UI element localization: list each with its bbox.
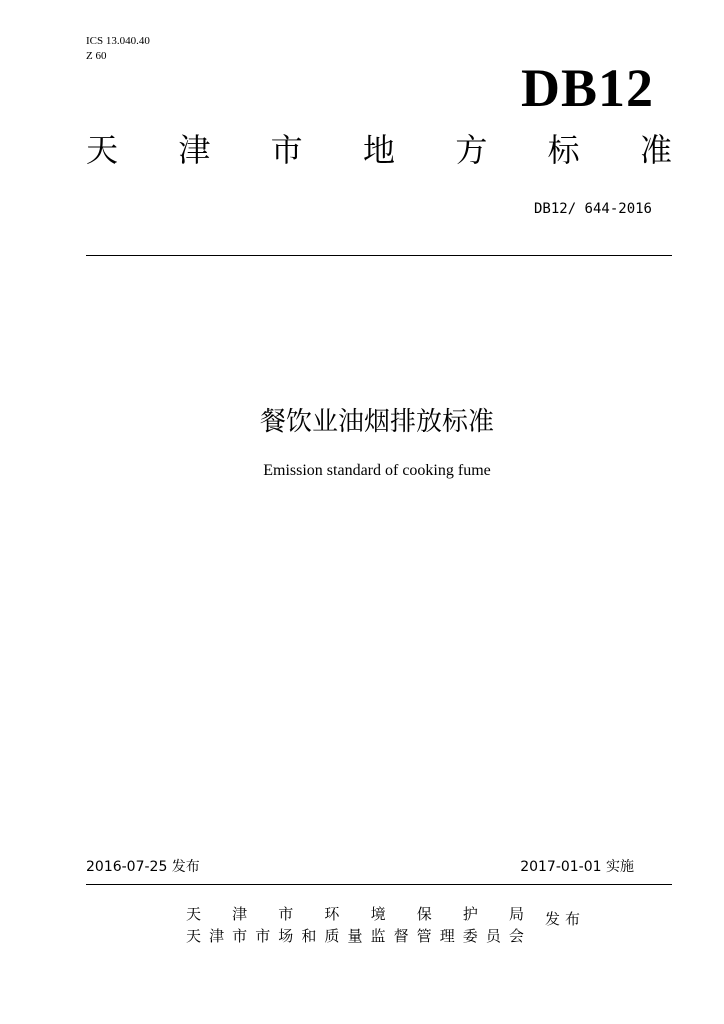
standard-type-char: 地 — [362, 131, 395, 169]
issuer-char: 监 — [370, 927, 386, 945]
issuer-char: 护 — [462, 905, 478, 923]
issuer-char: 委 — [462, 927, 478, 945]
standard-type-char: 天 — [86, 131, 119, 169]
issuer-char: 津 — [209, 927, 225, 945]
issuer-char: 境 — [370, 905, 386, 923]
issuer-char: 员 — [485, 927, 501, 945]
issuer-char: 环 — [324, 905, 340, 923]
issue-date: 2016-07-25 发布 — [86, 859, 200, 875]
issuer-char: 管 — [416, 927, 432, 945]
document-title-english: Emission standard of cooking fume — [263, 462, 491, 479]
issuer-char: 场 — [278, 927, 294, 945]
issuer-char: 和 — [301, 927, 317, 945]
standard-type-char: 津 — [178, 131, 211, 169]
issuer-char: 质 — [324, 927, 340, 945]
issuer-char: 市 — [232, 927, 248, 945]
standard-number: DB12/ 644-2016 — [533, 201, 652, 217]
issuer-char: 天 — [186, 927, 202, 945]
top-rule — [86, 255, 672, 256]
standard-code: DB12 — [520, 58, 654, 118]
issuer-char: 市 — [278, 905, 294, 923]
standard-type-heading — [86, 130, 672, 170]
issued-by-label: 发布 — [545, 910, 586, 928]
issuer-char: 督 — [393, 927, 409, 945]
issuer-environment-bureau — [186, 904, 524, 924]
issuer-char: 市 — [255, 927, 271, 945]
issuer-char: 理 — [439, 927, 455, 945]
ics-number: ICS 13.040.40 — [86, 35, 150, 47]
issuer-market-quality-committee — [186, 926, 524, 946]
standard-type-char: 标 — [547, 131, 580, 169]
bottom-rule — [86, 884, 672, 885]
issuer-char: 会 — [508, 927, 524, 945]
issuer-char: 津 — [232, 905, 248, 923]
ics-block — [86, 34, 150, 64]
implementation-date: 2017-01-01 实施 — [520, 859, 634, 875]
standard-type-char: 准 — [639, 131, 672, 169]
classification-code: Z 60 — [86, 50, 107, 62]
issuer-char: 量 — [347, 927, 363, 945]
issuer-char: 局 — [508, 905, 524, 923]
issuer-char: 天 — [186, 905, 202, 923]
issuer-char: 保 — [416, 905, 432, 923]
standard-type-char: 方 — [455, 131, 488, 169]
standard-type-char: 市 — [270, 131, 303, 169]
document-title-chinese: 餐饮业油烟排放标准 — [259, 407, 494, 437]
